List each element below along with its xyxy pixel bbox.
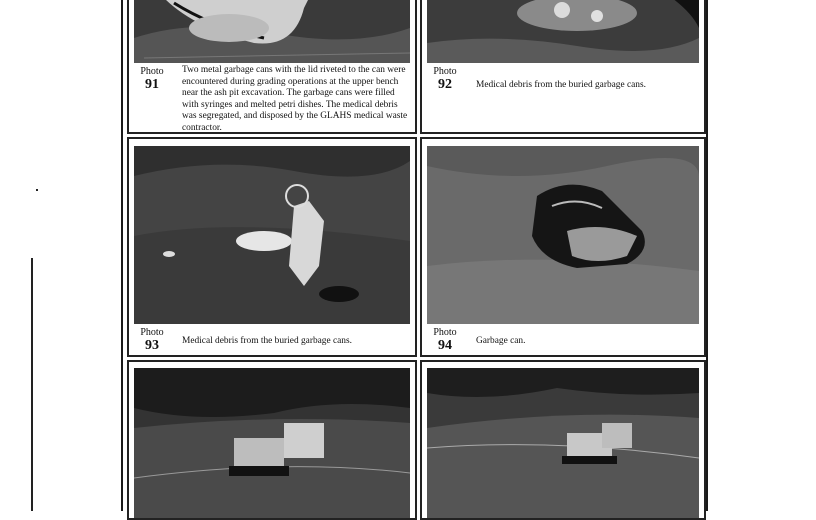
photo-91-label: Photo 91 — [140, 66, 164, 92]
photo-94-label: Photo 94 — [433, 327, 457, 353]
photo-cell-92 — [420, 0, 706, 134]
scan-artifact-dot — [36, 189, 38, 191]
photo-94-image — [427, 146, 699, 324]
photo-cell-94 — [420, 137, 706, 357]
photo-93-image — [134, 146, 410, 324]
photo-96-image — [427, 368, 699, 518]
scan-artifact-line — [31, 258, 33, 511]
photo-91-caption: Two metal garbage cans with the lid riveted to the can were encountered during grading operations at the upper bench near the ash pit excavation. The garbage cans were filled with syringes and melted petri dishes. The medical debris was segregated, and disposed by the GLAHS medical waste contractor. — [182, 65, 408, 133]
photo-cell-95 — [127, 360, 417, 520]
photo-cell-91 — [127, 0, 417, 134]
photo-cell-96 — [420, 360, 706, 520]
photo-92-caption: Medical debris from the buried garbage cans. — [476, 80, 646, 90]
photo-93-label: Photo 93 — [140, 327, 164, 353]
photo-91-image — [134, 0, 410, 63]
photo-93-caption: Medical debris from the buried garbage cans. — [182, 336, 352, 346]
photo-92-label: Photo 92 — [433, 66, 457, 92]
photo-log-page — [121, 0, 708, 511]
photo-94-caption: Garbage can. — [476, 336, 526, 346]
photo-95-image — [134, 368, 410, 518]
photo-cell-93 — [127, 137, 417, 357]
photo-92-image — [427, 0, 699, 63]
